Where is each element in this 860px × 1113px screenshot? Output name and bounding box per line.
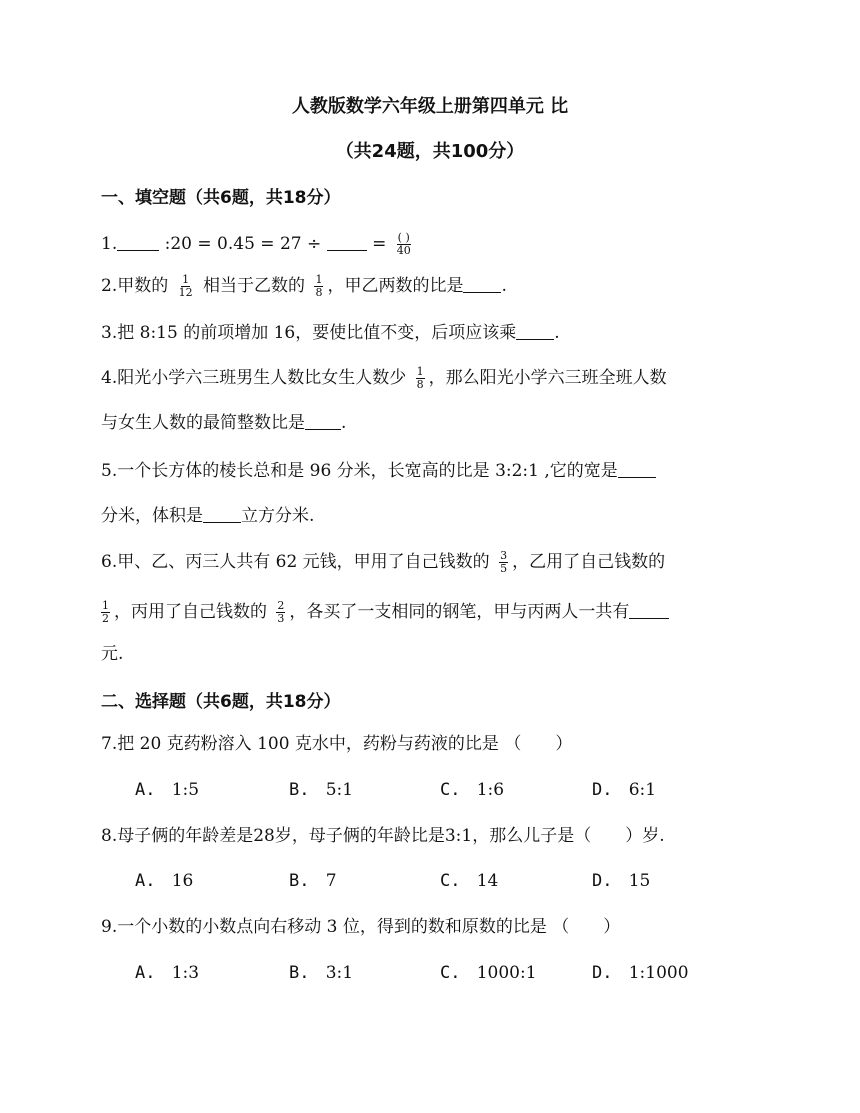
fraction-numerator: 1 (182, 273, 190, 286)
question-text: 元. (101, 644, 124, 664)
option-key: C. (440, 780, 461, 800)
question-text: ，甲乙两数的比是 (327, 276, 464, 296)
option-value: 6:1 (628, 780, 657, 800)
answer-blank (618, 461, 656, 478)
option-a[interactable] (135, 963, 199, 983)
question-text: 甲、乙、丙三人共有 62 元钱，甲用了自己钱数的 (117, 552, 490, 572)
option-c[interactable] (440, 871, 498, 891)
option-d[interactable] (592, 963, 689, 983)
question-text: 相当于乙数的 (203, 276, 306, 296)
fraction-numerator: 1 (315, 273, 323, 286)
option-key: C. (440, 871, 461, 891)
question-6-continued (101, 600, 669, 625)
option-b[interactable] (289, 871, 337, 891)
option-key: C. (440, 963, 461, 983)
question-5-continued (101, 505, 314, 527)
answer-blank (629, 602, 669, 619)
question-3 (101, 322, 560, 344)
answer-blank (463, 276, 501, 293)
question-7: 7.把 20 克药粉溶入 100 克水中，药粉与药液的比是 （ ） (101, 734, 573, 754)
option-value: 15 (628, 871, 651, 891)
question-number: 6. (101, 552, 118, 572)
option-value: 5:1 (325, 780, 354, 800)
question-8: 8.母子俩的年龄差是28岁，母子俩的年龄比是3:1，那么儿子是（ ）岁. (101, 826, 665, 846)
fraction-numerator: ( ) (397, 231, 410, 244)
question-4-continued (101, 412, 346, 434)
question-number: 2. (101, 276, 118, 296)
question-9: 9.一个小数的小数点向右移动 3 位，得到的数和原数的比是 （ ） (101, 917, 621, 937)
option-a[interactable] (135, 780, 199, 800)
option-a[interactable] (135, 871, 193, 891)
fraction-denominator: 12 (178, 286, 193, 299)
option-key: A. (135, 780, 156, 800)
period: . (341, 413, 347, 433)
fraction-numerator: 3 (500, 549, 508, 562)
answer-blank (203, 506, 241, 523)
option-value: 1:3 (171, 963, 200, 983)
option-value: 3:1 (325, 963, 354, 983)
section-heading-fill-blank: 一、填空题（共6题，共18分） (101, 188, 341, 208)
question-text: ，各买了一支相同的钢笔，甲与丙两人一共有 (289, 602, 630, 622)
fraction (178, 274, 194, 299)
fraction (416, 366, 425, 391)
fraction-denominator: 8 (315, 286, 323, 299)
option-b[interactable] (289, 780, 353, 800)
option-key: D. (592, 963, 613, 983)
question-4 (101, 366, 667, 391)
option-key: B. (289, 871, 310, 891)
question-text: 把 8:15 的前项增加 16，要使比值不变，后项应该乘 (117, 323, 517, 343)
option-key: B. (289, 780, 310, 800)
question-number: 3. (101, 323, 118, 343)
question-6-end (101, 643, 123, 665)
question-5 (101, 460, 656, 482)
question-number: 5. (101, 461, 118, 481)
question-1 (101, 232, 416, 257)
answer-blank (117, 234, 159, 251)
section-heading-multiple-choice: 二、选择题（共6题，共18分） (101, 692, 341, 712)
option-d[interactable] (592, 780, 656, 800)
page-title: 人教版数学六年级上册第四单元 比 (291, 96, 569, 117)
option-d[interactable] (592, 871, 650, 891)
option-value: 1:1000 (628, 963, 689, 983)
option-value: 16 (171, 871, 194, 891)
fraction-numerator: 1 (102, 599, 109, 612)
option-value: 7 (325, 871, 337, 891)
question-text: 与女生人数的最简整数比是 (101, 413, 305, 433)
option-key: B. (289, 963, 310, 983)
fraction-denominator: 3 (277, 612, 285, 625)
question-text: = (372, 234, 387, 254)
option-value: 1:5 (171, 780, 200, 800)
fraction-denominator: 40 (396, 244, 411, 257)
question-2 (101, 274, 507, 299)
fraction (314, 274, 323, 299)
answer-blank (305, 413, 341, 430)
question-text: 立方分米. (241, 506, 315, 526)
question-text: :20 = 0.45 = 27 ÷ (164, 234, 322, 254)
fraction (101, 600, 110, 625)
question-number: 4. (101, 368, 118, 388)
question-text: ，那么阳光小学六三班全班人数 (428, 368, 667, 388)
option-c[interactable] (440, 780, 504, 800)
option-key: A. (135, 963, 156, 983)
fraction (499, 550, 508, 575)
option-value: 1000:1 (476, 963, 537, 983)
page-subtitle: （共24题，共100分） (335, 141, 525, 162)
fraction-denominator: 2 (102, 612, 109, 625)
answer-blank (327, 234, 367, 251)
question-text: ，乙用了自己钱数的 (512, 552, 666, 572)
fraction (396, 232, 412, 257)
question-text: 分米，体积是 (101, 506, 203, 526)
period: . (554, 323, 560, 343)
question-6 (101, 550, 665, 575)
question-text: ，丙用了自己钱数的 (114, 602, 267, 622)
question-text: 阳光小学六三班男生人数比女生人数少 (117, 368, 407, 388)
question-text: 一个长方体的棱长总和是 96 分米，长宽高的比是 3:2:1 ,它的宽是 (117, 461, 618, 481)
fraction-denominator: 8 (416, 378, 424, 391)
fraction (276, 600, 285, 625)
option-key: A. (135, 871, 156, 891)
period: . (501, 276, 507, 296)
fraction-numerator: 1 (416, 365, 424, 378)
option-b[interactable] (289, 963, 353, 983)
option-key: D. (592, 871, 613, 891)
option-value: 1:6 (476, 780, 505, 800)
option-key: D. (592, 780, 613, 800)
option-value: 14 (476, 871, 499, 891)
answer-blank (516, 323, 554, 340)
fraction-denominator: 5 (500, 562, 508, 575)
question-number: 1. (101, 234, 118, 254)
fraction-numerator: 2 (277, 599, 285, 612)
option-c[interactable] (440, 963, 537, 983)
question-text: 甲数的 (117, 276, 169, 296)
